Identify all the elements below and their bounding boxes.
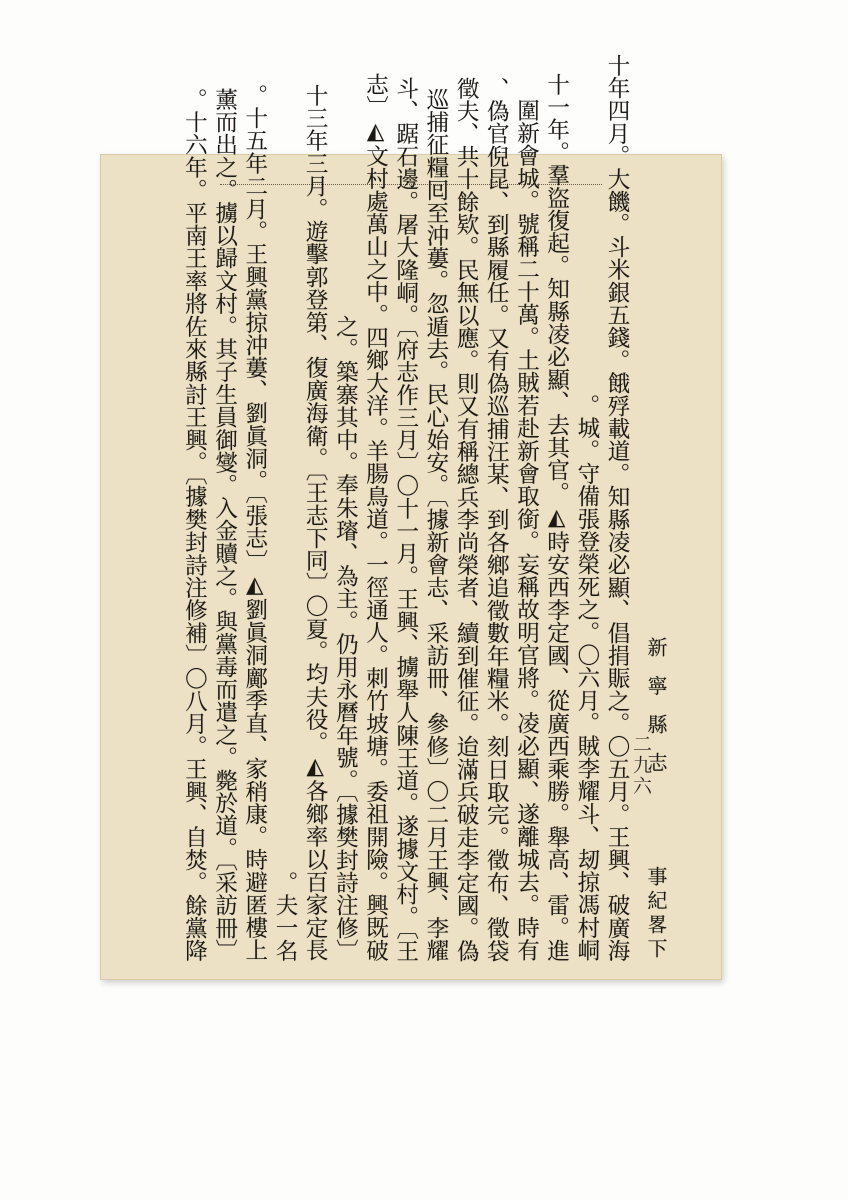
text-column: 斗、踞石邊。屠大隆峒。〔府志作三月〕〇十一月。王興、擄舉人陳王道。遂據文村。〔王 [392,76,419,962]
header-title: 新 寧 縣 志 [644,636,668,778]
text-column: 偽官倪昆、到縣履任。又有偽巡捕汪某、到各鄉追徵數年糧米。刻日取完。徵布、徵袋、 [483,76,510,962]
text-column: 城。守備張登榮死之。〇六月。賊李耀斗、刼掠馮村峒。 [573,394,600,962]
text-column: 十三年三月。遊擊郭登第、復廣海衛。〔王志下同〕〇夏。均夫役。◭各鄉率以百家定長 [302,84,329,962]
text-column: 十五年二月。王興黨掠沖蔞、劉眞洞。〔張志〕◭劉眞洞鄺季直、家稍康。時避匿樓上。 [241,84,268,962]
text-column: 圍新會城。號稱二十萬。土賊若赴新會取銜。妄稱故明官將。凌必顯、遂離城去。時有 [513,99,540,962]
text-column: 徵夫、共十餘欵。民無以應。則又有稱總兵李尚榮者、續到催征。迨滿兵破走李定國。偽 [453,76,480,962]
text-column: 薰而出之。擄以歸文村。其子生員御燮。入金贖之。與黨毒而遣之。斃於道。〔采訪冊〕 [211,87,238,962]
vertical-text-block [150,54,680,962]
text-column: 十一年。羣盜復起。知縣凌必顯、去其官。◭時安西李定國、從廣西乘勝。舉高、雷。進 [543,73,570,962]
page-number: 二九六 [630,734,652,797]
text-column: 志〕◭文村處萬山之中。四鄉大洋。羊腸鳥道。一徑通人。刺竹坡塘。委祖開險。興既破 [362,73,389,962]
text-column: 之。築寨其中。奉朱𤪓、為主。仍用永曆年號。〔據樊封詩注修〕 [332,314,359,962]
page-number-area [628,734,655,797]
document-page [100,54,722,980]
text-column: 十六年。平南王率將佐來縣討王興。〔據樊封詩注修補〕〇八月。王興、自焚。餘黨降。 [181,87,208,962]
text-column: 夫一名。 [271,871,298,962]
text-column: 十年四月。大饑。斗米銀五錢。餓殍載道。知縣凌必顯、倡捐賑之。〇五月。王興、破廣海 [604,54,630,962]
page-header [632,192,680,962]
header-section: 事紀畧下 [644,866,668,962]
text-column: 巡捕征糧囘至沖蔞。忽遁去。民心始安。〔據新會志、采訪冊、參修〕〇二月王興、李耀 [422,87,449,962]
